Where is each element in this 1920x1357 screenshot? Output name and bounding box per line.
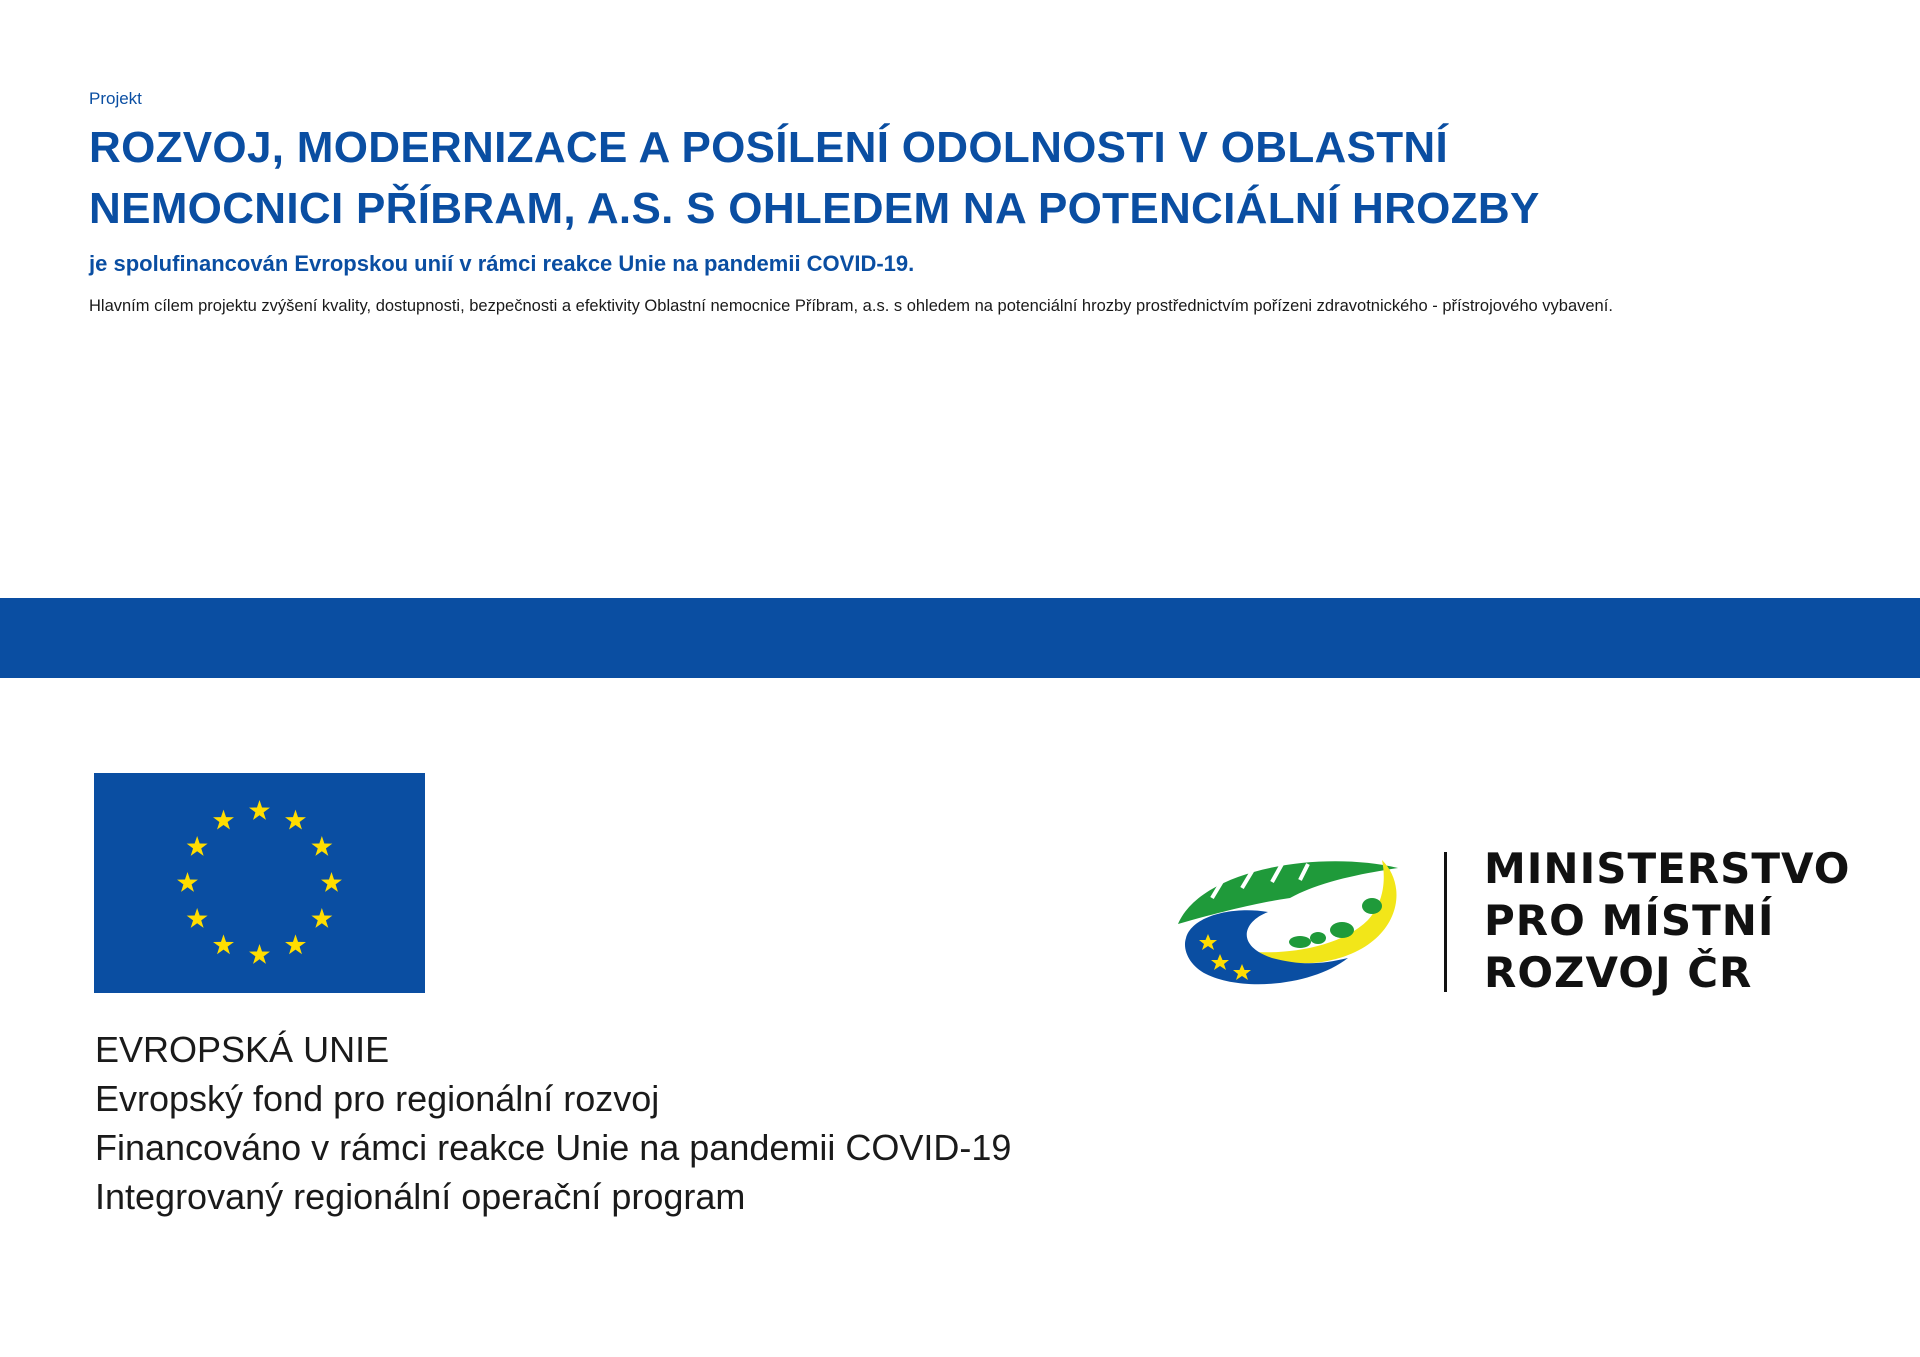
cofinanced-text: je spolufinancován Evropskou unií v rámci reakce Unie na pandemii COVID-19. [89, 251, 915, 276]
project-title-line-2: NEMOCNICI PŘÍBRAM, A.S. S OHLEDEM NA POTENCIÁLNÍ HROZBY [89, 184, 1540, 233]
eu-text-block [95, 1025, 1011, 1221]
eu-line-fund: Evropský fond pro regionální rozvoj [95, 1078, 660, 1119]
eu-flag-icon [94, 773, 425, 993]
eu-line-covid: Financováno v rámci reakce Unie na pandemii COVID-19 [95, 1127, 1012, 1168]
ministry-divider [1444, 852, 1447, 992]
project-label: Projekt [89, 89, 142, 108]
project-description: Hlavním cílem projektu zvýšení kvality, dostupnosti, bezpečnosti a efektivity Oblastní nemocnice Příbram, a.s. s ohledem na potenciální hrozby prostřednictvím pořízeni zdravotnického - přístrojového vybavení. [89, 297, 1613, 315]
eu-line-program: Integrovaný regionální operační program [95, 1176, 746, 1217]
ministry-name-line-1: MINISTERSTVO [1484, 844, 1851, 893]
ministry-name-line-2: PRO MÍSTNÍ [1484, 896, 1775, 945]
ministry-name [1484, 843, 1851, 999]
blue-band [0, 598, 1920, 678]
project-title-line-1: ROZVOJ, MODERNIZACE A POSÍLENÍ ODOLNOSTI V OBLASTNÍ [89, 123, 1448, 172]
mmr-logo-icon [1172, 850, 1410, 990]
project-title [89, 117, 1849, 239]
eu-line-eu: EVROPSKÁ UNIE [95, 1029, 390, 1070]
ministry-name-line-3: ROZVOJ ČR [1484, 948, 1753, 997]
